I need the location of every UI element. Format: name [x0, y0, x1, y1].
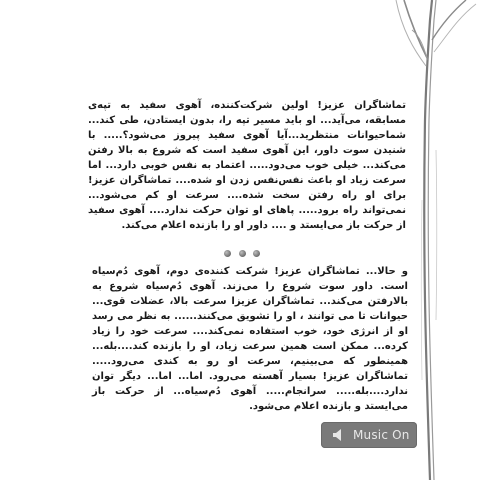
story-paragraph-white-deer: تماشاگران عزیز! اولین شرکت‌کننده، آهوی سفید به تپه‌ی مسابقه، می‌آید... او باید مسیر تپه را، بدون ایستادن، طی کند... شماحیوانات منتظرید...آیا آهوی سفید پیروز می‌شود؟..... با شنیدن سوت داور، این آهوی سفید است که شروع به بالا رفتن می‌کند... خیلی خوب می‌دود..... اعتماد به نفس خوبی دارد... اما سرعت زیاد او باعث نفس‌نفس زدن او شده.... تماشاگران عزیز! برای او راه رفتن سخت شده.... سرعت او کم می‌شود... نمی‌تواند راه برود..... پاهای او توان حرکت ندارد.... آهوی سفید از حرکت باز می‌ایستد و .... داور او را بازنده اعلام می‌کند.: [88, 100, 406, 231]
separator-dot: [224, 250, 231, 257]
separator-dot: [253, 250, 260, 257]
section-separator: [224, 248, 260, 258]
separator-dot: [239, 250, 246, 257]
music-toggle-label: Music On: [353, 428, 410, 442]
music-toggle-button[interactable]: [321, 422, 417, 448]
story-paragraph-black-tail-deer: و حالا... تماشاگران عزیز! شرکت کننده‌ی دوم، آهوی دُم‌سیاه است. داور سوت شروع را می‌زند. آهوی دُم‌سیاه شروع به بالارفتن می‌کند... تماشاگران عزیزا سرعت بالا، عضلات قوی... حیوانات تا می توانند ، او را تشویق می‌کنند...... به نظر می رسد او از انرژی خود، خوب استفاده نمی‌کند.... سرعت خود را زیاد کرده... ممکن است همین سرعت زیاد، او را بازنده کند....بله... همینطور که می‌بینیم، سرعت او رو به کندی می‌رود..... تماشاگران عزیز! بسیار آهسته می‌رود. اما... اما... دیگر توان ندارد....بله..... سرانجام..... آهوی دُم‌سیاه... از حرکت باز می‌ایستد و بازنده اعلام می‌شود.: [92, 266, 408, 412]
speaker-icon: [327, 422, 351, 448]
